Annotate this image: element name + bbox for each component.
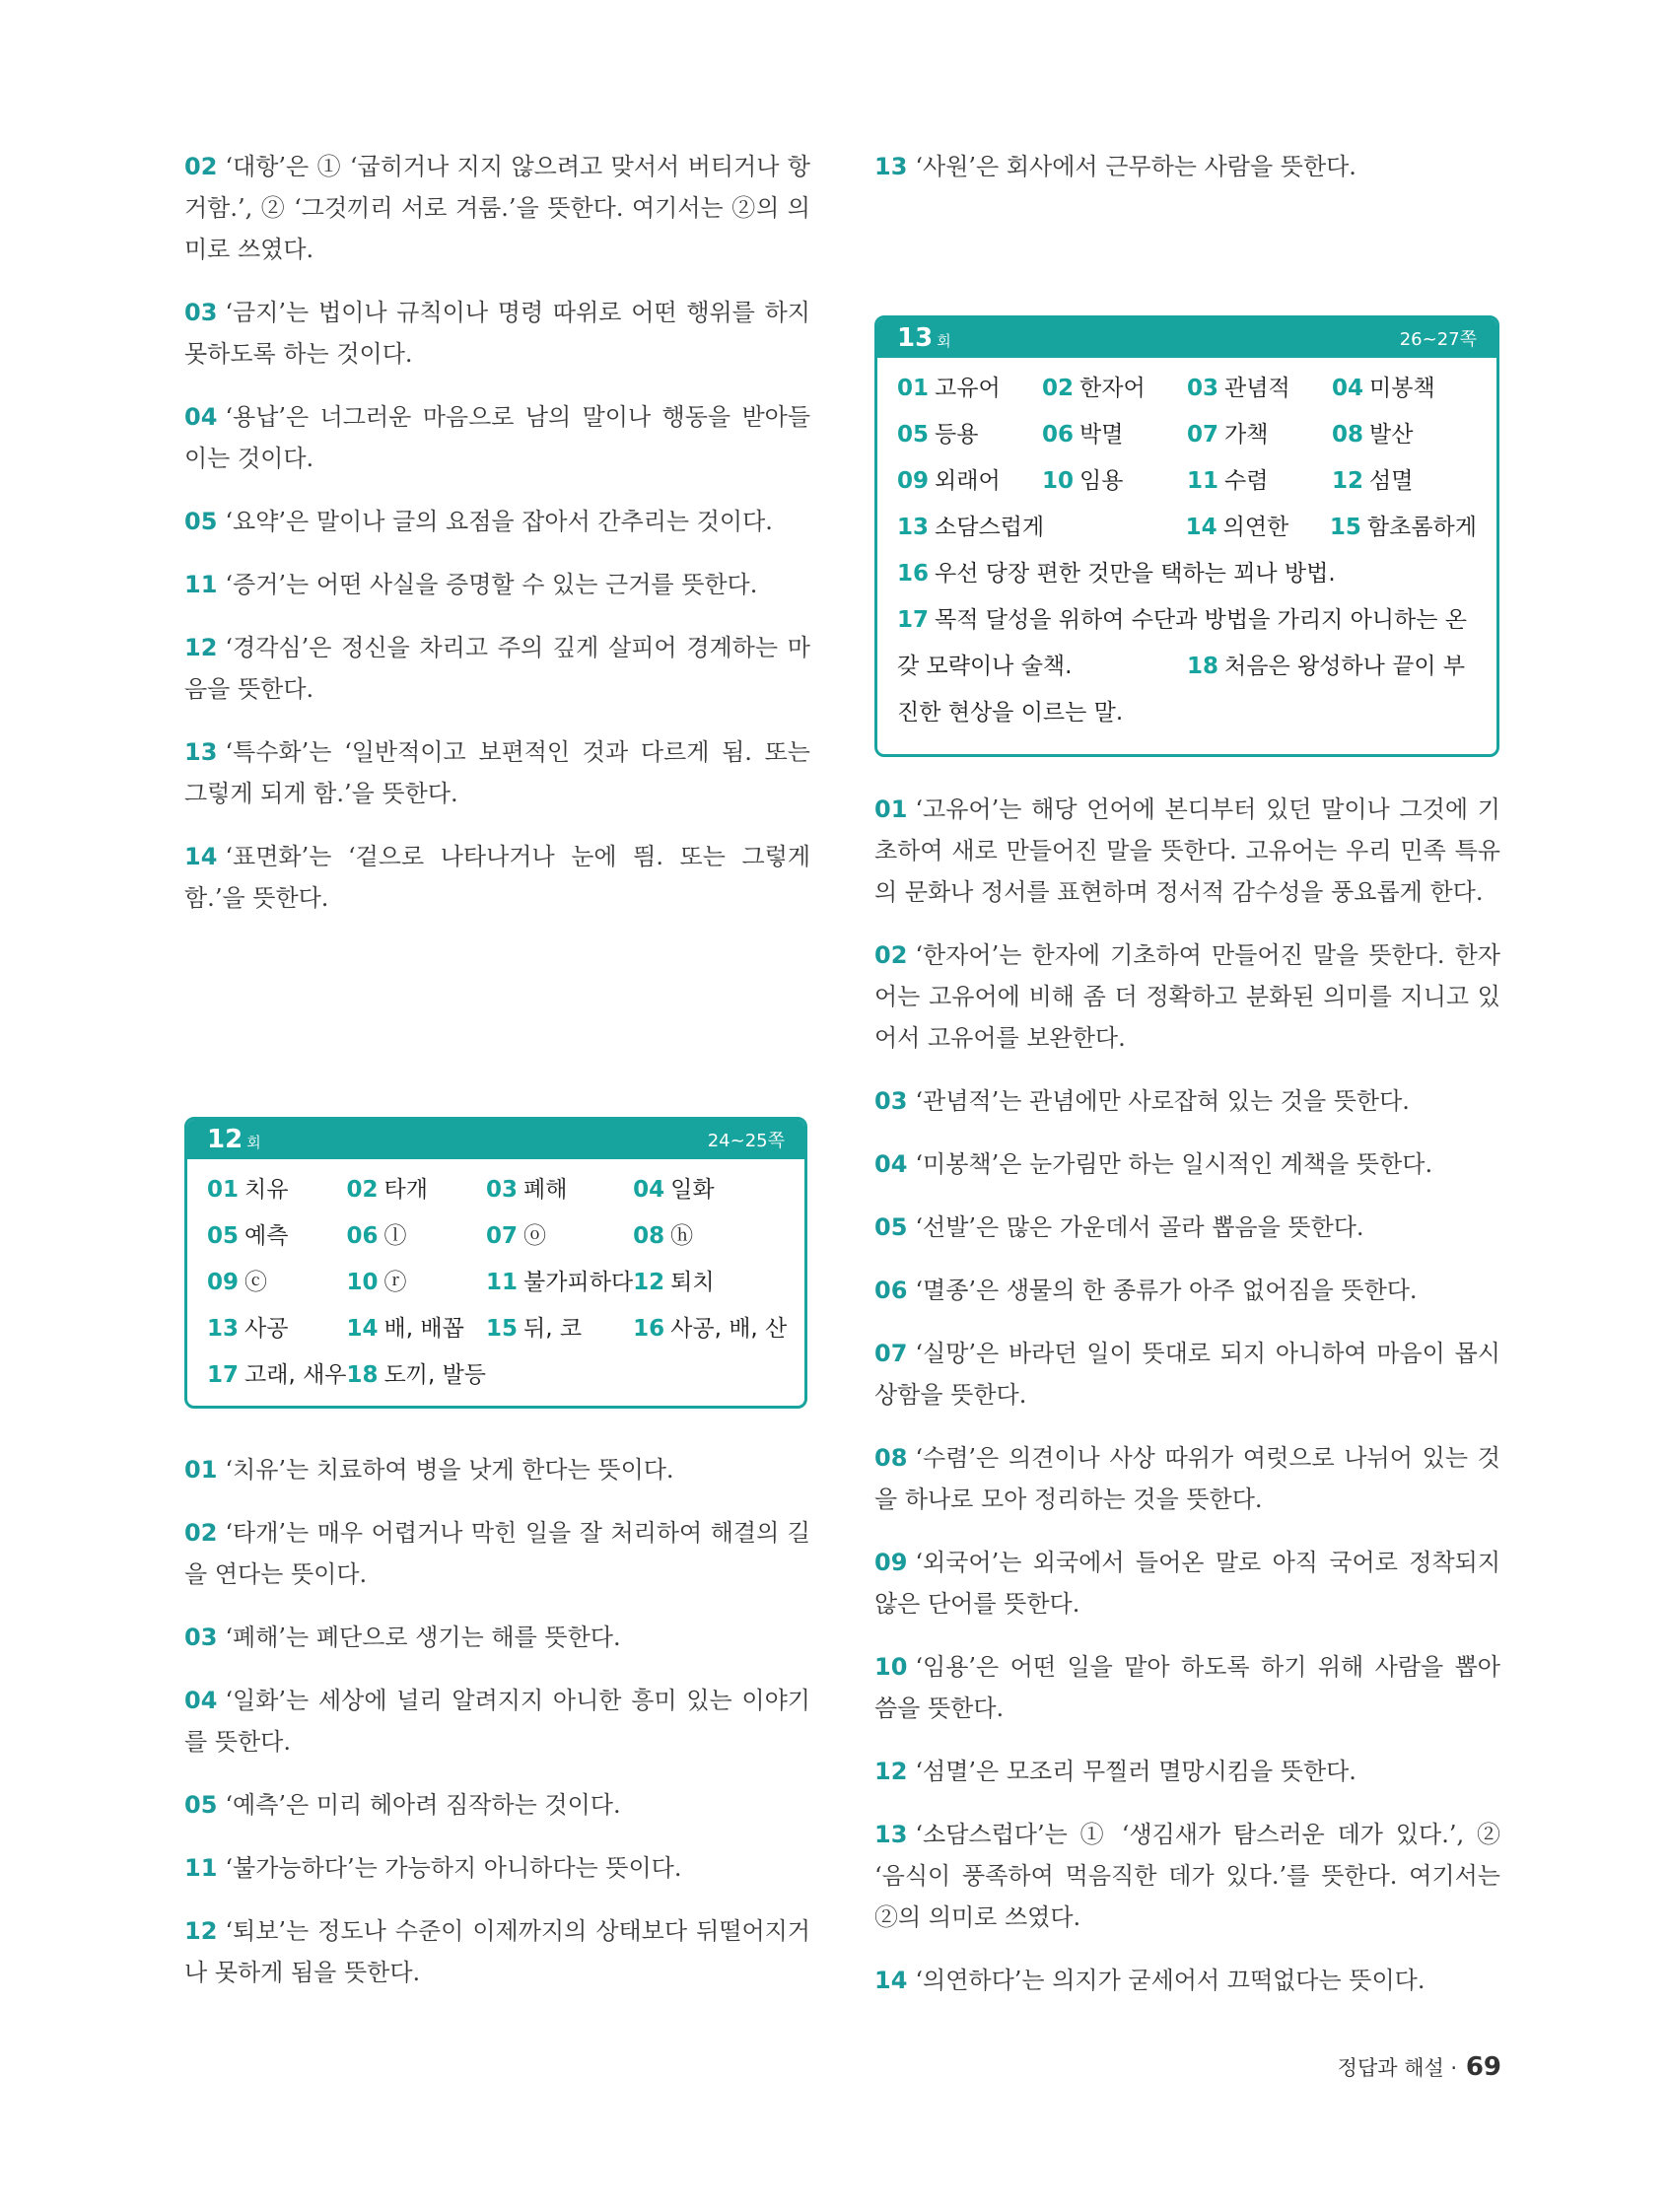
page-number: 69 xyxy=(1465,2052,1501,2082)
item-number: 01 xyxy=(184,1456,218,1484)
item-number: 09 xyxy=(874,1549,908,1576)
item-number: 05 xyxy=(184,1791,218,1819)
explanation-item xyxy=(184,292,810,375)
item-text: ‘사원’은 회사에서 근무하는 사람을 뜻한다. xyxy=(915,153,1356,180)
explanation-item xyxy=(184,731,810,814)
explanation-item xyxy=(874,1207,1500,1248)
right-column-bottom xyxy=(874,789,1500,2023)
item-text: ‘수렴’은 의견이나 사상 따위가 여럿으로 나뉘어 있는 것을 하나로 모아 정리하는 것을 뜻한다. xyxy=(874,1444,1500,1513)
explanation-item xyxy=(184,1910,810,1993)
explanation-item xyxy=(184,564,810,605)
answer-item: 17 고래, 새우 xyxy=(207,1362,347,1388)
item-number: 03 xyxy=(184,1624,218,1651)
explanation-item xyxy=(874,146,1500,187)
explanation-item xyxy=(874,934,1500,1059)
answer-item: 03 관념적 xyxy=(1187,376,1290,401)
item-number: 03 xyxy=(874,1087,908,1115)
item-text: ‘소담스럽다’는 ① ‘생김새가 탐스러운 데가 있다.’, ② ‘음식이 풍족하여 먹음직한 데가 있다.’를 뜻한다. 여기서는 ②의 의미로 쓰였다. xyxy=(874,1821,1500,1931)
answer-item: 09 ⓒ xyxy=(207,1270,268,1295)
answer-item: 17 목적 달성을 위하여 수단과 방법을 가리지 아니하는 온 xyxy=(897,607,1467,633)
item-text: ‘대항’은 ① ‘굽히거나 지지 않으려고 맞서서 버티거나 항거함.’, ② ‘그것끼리 서로 겨룸.’을 뜻한다. 여기서는 ②의 의미로 쓰였다. xyxy=(184,153,810,263)
item-number: 13 xyxy=(874,153,908,180)
answer-row xyxy=(897,505,1477,551)
answer-item: 04 일화 xyxy=(633,1177,715,1203)
item-number: 05 xyxy=(874,1213,908,1241)
episode-suffix: 회 xyxy=(937,332,951,350)
item-number: 02 xyxy=(874,941,908,969)
page-range: 24~25쪽 xyxy=(707,1131,785,1151)
item-number: 12 xyxy=(184,634,218,661)
item-text: ‘타개’는 매우 어렵거나 막힌 일을 잘 처리하여 해결의 길을 연다는 뜻이다. xyxy=(184,1519,810,1588)
item-text: ‘임용’은 어떤 일을 맡아 하도록 하기 위해 사람을 뽑아 씀을 뜻한다. xyxy=(874,1653,1500,1722)
item-number: 02 xyxy=(184,1519,218,1547)
item-number: 11 xyxy=(184,571,218,598)
item-number: 14 xyxy=(874,1967,908,1994)
answer-box-header xyxy=(877,318,1496,358)
item-number: 14 xyxy=(184,843,218,870)
answer-item: 18 처음은 왕성하나 끝이 부 xyxy=(1187,654,1466,679)
explanation-item xyxy=(184,1449,810,1490)
answer-box-body xyxy=(187,1159,804,1409)
item-number: 08 xyxy=(874,1444,908,1472)
explanation-item xyxy=(184,1847,810,1889)
explanation-item xyxy=(184,501,810,542)
item-text: ‘증거’는 어떤 사실을 증명할 수 있는 근거를 뜻한다. xyxy=(225,571,758,598)
answer-item: 18 도끼, 발등 xyxy=(346,1362,487,1388)
item-number: 03 xyxy=(184,299,218,326)
item-number: 04 xyxy=(184,1687,218,1714)
item-text: ‘폐해’는 폐단으로 생기는 해를 뜻한다. xyxy=(225,1624,621,1651)
answer-item: 06 박멸 xyxy=(1042,422,1124,448)
answer-item: 15 뒤, 코 xyxy=(486,1316,583,1342)
item-text: ‘경각심’은 정신을 차리고 주의 깊게 살피어 경계하는 마음을 뜻한다. xyxy=(184,634,810,703)
explanations-left-top xyxy=(184,146,810,919)
item-text: ‘용납’은 너그러운 마음으로 남의 말이나 행동을 받아들이는 것이다. xyxy=(184,403,810,472)
item-text: ‘멸종’은 생물의 한 종류가 아주 없어짐을 뜻한다. xyxy=(915,1277,1418,1304)
item-text: ‘한자어’는 한자에 기초하여 만들어진 말을 뜻한다. 한자어는 고유어에 비해 좀 더 정확하고 분화된 의미를 지니고 있어서 고유어를 보완한다. xyxy=(874,941,1500,1052)
answer-item: 13 사공 xyxy=(207,1316,289,1342)
answer-item: 01 치유 xyxy=(207,1177,289,1203)
answer-item: 16 우선 당장 편한 것만을 택하는 꾀나 방법. xyxy=(897,561,1336,587)
left-column xyxy=(184,146,810,940)
item-text: ‘치유’는 치료하여 병을 낫게 한다는 뜻이다. xyxy=(225,1456,674,1484)
item-text: ‘특수화’는 ‘일반적이고 보편적인 것과 다르게 됨. 또는 그렇게 되게 함.’을 뜻한다. xyxy=(184,738,810,807)
item-number: 07 xyxy=(874,1340,908,1367)
right-column xyxy=(874,146,1500,209)
item-text: ‘요약’은 말이나 글의 요점을 잡아서 간추리는 것이다. xyxy=(225,508,773,535)
item-text: ‘고유어’는 해당 언어에 본디부터 있던 말이나 그것에 기초하여 새로 만들어진 말을 뜻한다. 고유어는 우리 민족 특유의 문화나 정서를 표현하며 정서적 감수성을 풍요롭게 한다. xyxy=(874,795,1500,906)
explanation-item xyxy=(874,1646,1500,1729)
answer-item: 06 ⓛ xyxy=(346,1223,407,1249)
explanation-item xyxy=(184,396,810,479)
answer-item: 12 섬멸 xyxy=(1332,468,1414,494)
answer-item: 07 가책 xyxy=(1187,422,1269,448)
answer-item: 14 의연한 xyxy=(1185,515,1289,540)
answer-item: 09 외래어 xyxy=(897,468,1001,494)
item-text: ‘외국어’는 외국에서 들어온 말로 아직 국어로 정착되지 않은 단어를 뜻한다. xyxy=(874,1549,1500,1618)
answer-box-episode-12 xyxy=(184,1117,807,1409)
answer-item: 12 퇴치 xyxy=(633,1270,715,1295)
answer-grid xyxy=(207,1167,788,1399)
answer-grid xyxy=(897,366,1477,505)
footer-label: 정답과 해설 · xyxy=(1337,2056,1458,2080)
item-text: ‘섬멸’은 모조리 무찔러 멸망시킴을 뜻한다. xyxy=(915,1758,1356,1785)
explanation-item xyxy=(184,1784,810,1826)
item-text: ‘의연하다’는 의지가 굳세어서 끄떡없다는 뜻이다. xyxy=(915,1967,1426,1994)
episode-number: 12 xyxy=(207,1125,243,1154)
item-number: 10 xyxy=(874,1653,908,1681)
answer-item: 08 발산 xyxy=(1332,422,1414,448)
answer-item: 05 예측 xyxy=(207,1223,289,1249)
item-text: ‘실망’은 바라던 일이 뜻대로 되지 아니하여 마음이 몹시 상함을 뜻한다. xyxy=(874,1340,1500,1409)
answer-item: 13 소담스럽게 xyxy=(897,515,1045,540)
answer-item: 01 고유어 xyxy=(897,376,1001,401)
explanation-item xyxy=(874,789,1500,913)
explanation-item xyxy=(874,1437,1500,1520)
item-text: ‘예측’은 미리 헤아려 짐작하는 것이다. xyxy=(225,1791,621,1819)
answer-item: 11 불가피하다 xyxy=(486,1270,634,1295)
item-text: ‘불가능하다’는 가능하지 아니하다는 뜻이다. xyxy=(225,1854,682,1882)
item-number: 04 xyxy=(184,403,218,431)
answer-item: 02 타개 xyxy=(346,1177,428,1203)
explanations-left-bottom xyxy=(184,1449,810,1993)
answer-item: 02 한자어 xyxy=(1042,376,1146,401)
answer-item: 16 사공, 배, 산 xyxy=(633,1316,788,1342)
left-column-bottom xyxy=(184,1449,810,2015)
answer-box-body xyxy=(877,358,1496,746)
answer-item: 15 함초롬하게 xyxy=(1329,515,1477,540)
answer-item: 14 배, 배꼽 xyxy=(346,1316,464,1342)
answer-box-episode-13 xyxy=(874,315,1499,757)
explanation-item xyxy=(874,1751,1500,1792)
page-footer xyxy=(1338,2052,1501,2082)
answer-row xyxy=(897,644,1477,690)
explanation-item xyxy=(184,1680,810,1763)
episode-suffix: 회 xyxy=(246,1134,261,1151)
answer-item: 11 수렴 xyxy=(1187,468,1269,494)
explanations-right-bottom xyxy=(874,789,1500,2001)
item-number: 04 xyxy=(874,1150,908,1178)
explanation-item xyxy=(874,1333,1500,1416)
explanation-item xyxy=(184,146,810,270)
explanation-item xyxy=(874,1542,1500,1624)
episode-number: 13 xyxy=(897,323,934,353)
item-number: 11 xyxy=(184,1854,218,1882)
item-number: 12 xyxy=(184,1917,218,1945)
item-number: 06 xyxy=(874,1277,908,1304)
item-number: 12 xyxy=(874,1758,908,1785)
item-text: ‘퇴보’는 정도나 수준이 이제까지의 상태보다 뒤떨어지거나 못하게 됨을 뜻한다. xyxy=(184,1917,810,1986)
explanation-item xyxy=(874,1960,1500,2001)
item-text: ‘선발’은 많은 가운데서 골라 뽑음을 뜻한다. xyxy=(915,1213,1364,1241)
item-text: ‘표면화’는 ‘겉으로 나타나거나 눈에 띔. 또는 그렇게 함.’을 뜻한다. xyxy=(184,843,810,912)
item-number: 02 xyxy=(184,153,218,180)
item-number: 13 xyxy=(184,738,218,766)
item-text: ‘관념적’는 관념에만 사로잡혀 있는 것을 뜻한다. xyxy=(915,1087,1410,1115)
answer-item: 07 ⓞ xyxy=(486,1223,547,1249)
answer-item: 08 ⓗ xyxy=(633,1223,694,1249)
explanation-item xyxy=(874,1270,1500,1311)
explanation-item xyxy=(184,1617,810,1658)
item-text: ‘미봉책’은 눈가림만 하는 일시적인 계책을 뜻한다. xyxy=(915,1150,1433,1178)
item-number: 05 xyxy=(184,508,218,535)
explanation-item xyxy=(874,1143,1500,1185)
item-number: 13 xyxy=(874,1821,908,1848)
explanation-item xyxy=(184,1512,810,1595)
answer-item-continued: 갖 모략이나 술책. xyxy=(897,654,1073,679)
answer-item: 03 폐해 xyxy=(486,1177,568,1203)
answer-item: 04 미봉책 xyxy=(1332,376,1435,401)
explanations-right-top xyxy=(874,146,1500,187)
item-text: ‘일화’는 세상에 널리 알려지지 아니한 흥미 있는 이야기를 뜻한다. xyxy=(184,1687,810,1756)
answer-item: 10 임용 xyxy=(1042,468,1124,494)
explanation-item xyxy=(184,627,810,710)
explanation-item xyxy=(874,1814,1500,1938)
answer-item: 10 ⓡ xyxy=(346,1270,407,1295)
answer-item-continued: 진한 현상을 이르는 말. xyxy=(897,700,1124,726)
answer-box-header xyxy=(187,1120,804,1159)
answer-item: 05 등용 xyxy=(897,422,979,448)
item-text: ‘금지’는 법이나 규칙이나 명령 따위로 어떤 행위를 하지 못하도록 하는 것이다. xyxy=(184,299,810,368)
item-number: 01 xyxy=(874,795,908,823)
explanation-item xyxy=(184,836,810,919)
page-range: 26~27쪽 xyxy=(1399,329,1477,350)
explanation-item xyxy=(874,1080,1500,1122)
